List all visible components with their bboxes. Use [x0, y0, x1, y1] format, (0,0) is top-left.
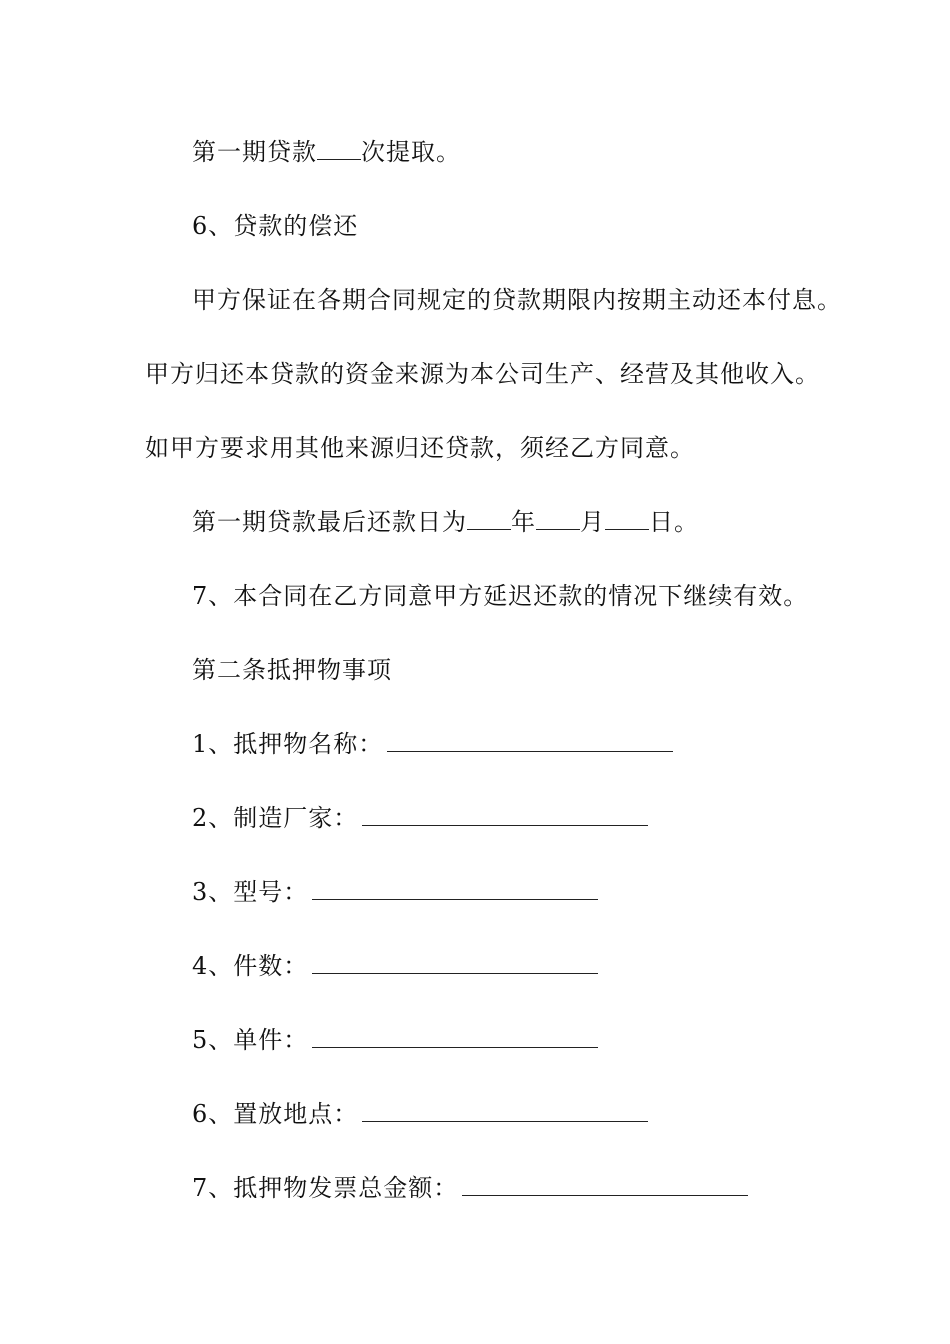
- paragraph-first-loan-draw: [192, 137, 461, 167]
- field-label: 5、单件：: [192, 1026, 309, 1054]
- fill-in-blank: [312, 1025, 598, 1048]
- first-loan-text: 第一期贷款: [192, 138, 317, 166]
- fill-in-blank: [387, 729, 673, 752]
- paragraph-final-repayment-date: [192, 507, 699, 537]
- month-label: 月: [580, 508, 605, 536]
- draw-suffix-text: 次提取。: [361, 138, 461, 166]
- day-label: 日。: [649, 508, 699, 536]
- field-label: 1、抵押物名称：: [192, 730, 384, 758]
- month-blank: [536, 507, 580, 530]
- article-heading-collateral: 第二条抵押物事项: [192, 656, 392, 684]
- year-label: 年: [511, 508, 536, 536]
- collateral-field-manufacturer: [192, 803, 648, 833]
- fill-in-blank: [362, 1099, 648, 1122]
- year-blank: [467, 507, 511, 530]
- collateral-field-quantity: [192, 951, 598, 981]
- paragraph-repayment-guarantee: 甲方保证在各期合同规定的贷款期限内按期主动还本付息。: [192, 286, 842, 314]
- collateral-field-location: [192, 1099, 648, 1129]
- paragraph-funding-source: 甲方归还本贷款的资金来源为本公司生产、经营及其他收入。: [145, 360, 820, 388]
- paragraph-contract-validity: 7、本合同在乙方同意甲方延迟还款的情况下继续有效。: [192, 582, 809, 610]
- fill-in-blank: [462, 1173, 748, 1196]
- collateral-field-invoice-amount: [192, 1173, 748, 1203]
- fill-in-blank: [312, 951, 598, 974]
- day-blank: [605, 507, 649, 530]
- draw-count-blank: [317, 137, 361, 160]
- field-label: 6、置放地点：: [192, 1100, 359, 1128]
- section-heading-repayment: 6、贷款的偿还: [192, 212, 359, 240]
- field-label: 4、件数：: [192, 952, 309, 980]
- field-label: 7、抵押物发票总金额：: [192, 1174, 459, 1202]
- fill-in-blank: [312, 877, 598, 900]
- fill-in-blank: [362, 803, 648, 826]
- collateral-field-unit: [192, 1025, 598, 1055]
- collateral-field-name: [192, 729, 673, 759]
- paragraph-other-source: 如甲方要求用其他来源归还贷款，须经乙方同意。: [145, 434, 695, 462]
- field-label: 2、制造厂家：: [192, 804, 359, 832]
- field-label: 3、型号：: [192, 878, 309, 906]
- collateral-field-model: [192, 877, 598, 907]
- final-date-text: 第一期贷款最后还款日为: [192, 508, 467, 536]
